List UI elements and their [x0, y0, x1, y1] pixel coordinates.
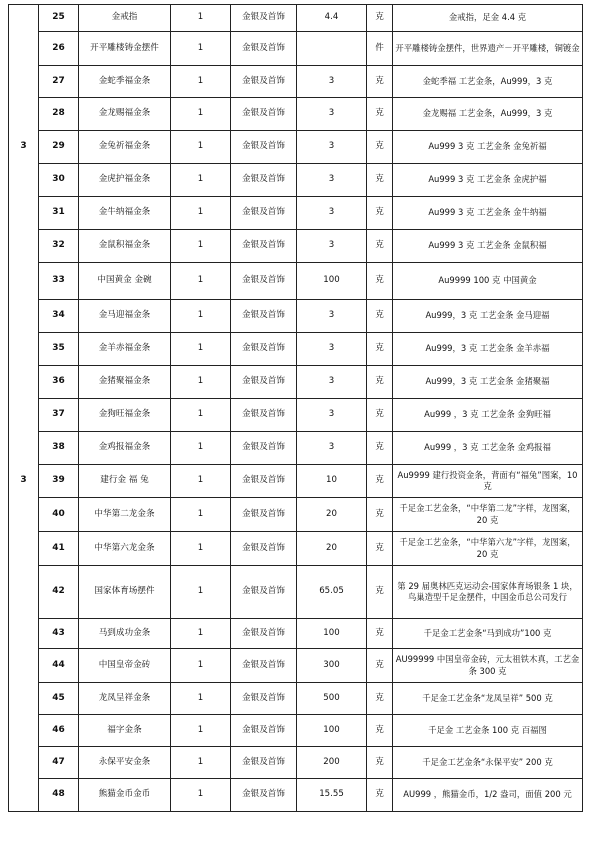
quantity: 1	[171, 32, 231, 66]
weight: 100	[297, 619, 367, 649]
item-name: 金牛纳福金条	[79, 197, 171, 230]
category: 金银及首饰	[231, 465, 297, 498]
item-number: 42	[39, 566, 79, 619]
item-number: 45	[39, 683, 79, 715]
group-cell	[9, 197, 39, 230]
table-row	[9, 32, 583, 66]
quantity: 1	[171, 5, 231, 32]
group-cell	[9, 366, 39, 399]
group-cell	[9, 399, 39, 432]
table-row	[9, 619, 583, 649]
category: 金银及首饰	[231, 32, 297, 66]
table-row	[9, 498, 583, 532]
weight: 3	[297, 333, 367, 366]
category: 金银及首饰	[231, 164, 297, 197]
item-name: 金蛇季福金条	[79, 66, 171, 98]
item-name: 金马迎福金条	[79, 300, 171, 333]
item-name: 金鼠积福金条	[79, 230, 171, 263]
category: 金银及首饰	[231, 747, 297, 779]
table-row	[9, 366, 583, 399]
group-cell	[9, 683, 39, 715]
description: 千足金工艺金条，“中华第六龙”字样，龙图案，20 克	[393, 532, 583, 566]
category: 金银及首饰	[231, 532, 297, 566]
item-number: 25	[39, 5, 79, 32]
table-row	[9, 747, 583, 779]
weight: 20	[297, 498, 367, 532]
weight: 3	[297, 197, 367, 230]
unit: 克	[367, 498, 393, 532]
unit: 克	[367, 399, 393, 432]
item-number: 28	[39, 98, 79, 131]
group-cell	[9, 779, 39, 812]
table-row	[9, 300, 583, 333]
category: 金银及首饰	[231, 197, 297, 230]
item-number: 31	[39, 197, 79, 230]
unit: 克	[367, 263, 393, 300]
unit: 克	[367, 532, 393, 566]
category: 金银及首饰	[231, 779, 297, 812]
quantity: 1	[171, 532, 231, 566]
category: 金银及首饰	[231, 566, 297, 619]
category: 金银及首饰	[231, 263, 297, 300]
weight: 500	[297, 683, 367, 715]
inventory-table	[8, 4, 583, 812]
description: 千足金工艺金条，“中华第二龙”字样，龙图案，20 克	[393, 498, 583, 532]
unit: 克	[367, 366, 393, 399]
item-name: 金羊赤福金条	[79, 333, 171, 366]
item-name: 金兔祈福金条	[79, 131, 171, 164]
item-number: 43	[39, 619, 79, 649]
weight	[297, 32, 367, 66]
item-number: 38	[39, 432, 79, 465]
table-row	[9, 5, 583, 32]
unit: 克	[367, 619, 393, 649]
group-cell	[9, 649, 39, 683]
quantity: 1	[171, 98, 231, 131]
description: 金戒指，足金 4.4 克	[393, 5, 583, 32]
unit: 克	[367, 715, 393, 747]
unit: 克	[367, 197, 393, 230]
group-cell	[9, 619, 39, 649]
item-name: 金龙赐福金条	[79, 98, 171, 131]
table-row	[9, 532, 583, 566]
weight: 3	[297, 131, 367, 164]
quantity: 1	[171, 399, 231, 432]
table-row	[9, 715, 583, 747]
unit: 克	[367, 98, 393, 131]
quantity: 1	[171, 432, 231, 465]
table-row	[9, 683, 583, 715]
group-cell	[9, 263, 39, 300]
weight: 3	[297, 399, 367, 432]
item-name: 金猪聚福金条	[79, 366, 171, 399]
group-cell: 3	[9, 465, 39, 498]
table-row	[9, 333, 583, 366]
weight: 20	[297, 532, 367, 566]
table-row	[9, 164, 583, 197]
quantity: 1	[171, 747, 231, 779]
unit: 克	[367, 131, 393, 164]
quantity: 1	[171, 498, 231, 532]
item-number: 34	[39, 300, 79, 333]
category: 金银及首饰	[231, 5, 297, 32]
item-number: 40	[39, 498, 79, 532]
description: Au999 3 克 工艺金条 金虎护福	[393, 164, 583, 197]
category: 金银及首饰	[231, 230, 297, 263]
description: Au9999 建行投资金条，背面有“福兔”图案，10 克	[393, 465, 583, 498]
item-name: 金狗旺福金条	[79, 399, 171, 432]
category: 金银及首饰	[231, 619, 297, 649]
quantity: 1	[171, 366, 231, 399]
category: 金银及首饰	[231, 432, 297, 465]
item-number: 41	[39, 532, 79, 566]
weight: 10	[297, 465, 367, 498]
description: Au999，3 克 工艺金条 金猪聚福	[393, 366, 583, 399]
description: Au999 ，3 克 工艺金条 金鸡报福	[393, 432, 583, 465]
category: 金银及首饰	[231, 98, 297, 131]
group-cell	[9, 230, 39, 263]
quantity: 1	[171, 465, 231, 498]
unit: 克	[367, 5, 393, 32]
description: Au999，3 克 工艺金条 金马迎福	[393, 300, 583, 333]
weight: 65.05	[297, 566, 367, 619]
group-cell: 3	[9, 131, 39, 164]
item-name: 龙凤呈祥金条	[79, 683, 171, 715]
item-name: 永保平安金条	[79, 747, 171, 779]
item-number: 44	[39, 649, 79, 683]
group-cell	[9, 300, 39, 333]
table-row	[9, 98, 583, 131]
description: 千足金工艺金条“马到成功”100 克	[393, 619, 583, 649]
quantity: 1	[171, 683, 231, 715]
category: 金银及首饰	[231, 649, 297, 683]
quantity: 1	[171, 333, 231, 366]
group-cell	[9, 98, 39, 131]
description: 千足金工艺金条“龙凤呈祥” 500 克	[393, 683, 583, 715]
item-number: 29	[39, 131, 79, 164]
unit: 克	[367, 300, 393, 333]
table-row	[9, 465, 583, 498]
weight: 3	[297, 230, 367, 263]
table-row	[9, 399, 583, 432]
quantity: 1	[171, 300, 231, 333]
item-name: 马到成功金条	[79, 619, 171, 649]
category: 金银及首饰	[231, 300, 297, 333]
group-cell	[9, 432, 39, 465]
group-cell	[9, 532, 39, 566]
unit: 克	[367, 465, 393, 498]
quantity: 1	[171, 779, 231, 812]
unit: 克	[367, 432, 393, 465]
item-name: 熊猫金币金币	[79, 779, 171, 812]
item-number: 26	[39, 32, 79, 66]
unit: 克	[367, 683, 393, 715]
item-number: 33	[39, 263, 79, 300]
description: 第 29 届奥林匹克运动会-国家体育场银条 1 块，鸟巢造型千足金摆件，中国金币总公司发行	[393, 566, 583, 619]
item-name: 建行金 福 兔	[79, 465, 171, 498]
item-number: 47	[39, 747, 79, 779]
group-cell	[9, 333, 39, 366]
description: Au9999 100 克 中国黄金	[393, 263, 583, 300]
description: Au999 3 克 工艺金条 金牛纳福	[393, 197, 583, 230]
quantity: 1	[171, 230, 231, 263]
item-number: 37	[39, 399, 79, 432]
group-cell	[9, 747, 39, 779]
weight: 100	[297, 715, 367, 747]
item-name: 金虎护福金条	[79, 164, 171, 197]
item-name: 金鸡报福金条	[79, 432, 171, 465]
category: 金银及首饰	[231, 333, 297, 366]
group-cell	[9, 5, 39, 32]
unit: 克	[367, 566, 393, 619]
item-name: 中华第二龙金条	[79, 498, 171, 532]
description: 金龙赐福 工艺金条，Au999，3 克	[393, 98, 583, 131]
weight: 200	[297, 747, 367, 779]
description: Au999 ，3 克 工艺金条 金狗旺福	[393, 399, 583, 432]
quantity: 1	[171, 566, 231, 619]
item-number: 30	[39, 164, 79, 197]
table-row	[9, 230, 583, 263]
description: Au999 3 克 工艺金条 金兔祈福	[393, 131, 583, 164]
description: 千足金工艺金条“永保平安” 200 克	[393, 747, 583, 779]
group-cell	[9, 715, 39, 747]
description: Au999，3 克 工艺金条 金羊赤福	[393, 333, 583, 366]
item-number: 27	[39, 66, 79, 98]
table-row	[9, 131, 583, 164]
item-number: 39	[39, 465, 79, 498]
group-cell	[9, 498, 39, 532]
description: AU99999 中国皇帝金砖，元太祖铁木真，工艺金条 300 克	[393, 649, 583, 683]
item-name: 金戒指	[79, 5, 171, 32]
category: 金银及首饰	[231, 715, 297, 747]
item-name: 中国皇帝金砖	[79, 649, 171, 683]
quantity: 1	[171, 649, 231, 683]
group-cell	[9, 164, 39, 197]
unit: 件	[367, 32, 393, 66]
weight: 3	[297, 66, 367, 98]
quantity: 1	[171, 263, 231, 300]
table-body	[9, 5, 583, 812]
category: 金银及首饰	[231, 683, 297, 715]
unit: 克	[367, 333, 393, 366]
weight: 3	[297, 432, 367, 465]
item-number: 35	[39, 333, 79, 366]
item-name: 国家体育场摆件	[79, 566, 171, 619]
unit: 克	[367, 779, 393, 812]
weight: 15.55	[297, 779, 367, 812]
unit: 克	[367, 747, 393, 779]
table-row	[9, 649, 583, 683]
group-cell	[9, 66, 39, 98]
unit: 克	[367, 649, 393, 683]
item-name: 中华第六龙金条	[79, 532, 171, 566]
quantity: 1	[171, 619, 231, 649]
group-cell	[9, 32, 39, 66]
description: 金蛇季福 工艺金条，Au999，3 克	[393, 66, 583, 98]
table-row	[9, 566, 583, 619]
weight: 4.4	[297, 5, 367, 32]
quantity: 1	[171, 164, 231, 197]
weight: 300	[297, 649, 367, 683]
category: 金银及首饰	[231, 66, 297, 98]
weight: 100	[297, 263, 367, 300]
quantity: 1	[171, 715, 231, 747]
table-row	[9, 263, 583, 300]
item-number: 48	[39, 779, 79, 812]
group-cell	[9, 566, 39, 619]
unit: 克	[367, 66, 393, 98]
table-row	[9, 197, 583, 230]
quantity: 1	[171, 131, 231, 164]
category: 金银及首饰	[231, 131, 297, 164]
table-row	[9, 432, 583, 465]
weight: 3	[297, 300, 367, 333]
weight: 3	[297, 366, 367, 399]
item-number: 36	[39, 366, 79, 399]
item-name: 福字金条	[79, 715, 171, 747]
description: AU999 ，熊猫金币，1/2 盎司，面值 200 元	[393, 779, 583, 812]
item-number: 46	[39, 715, 79, 747]
category: 金银及首饰	[231, 399, 297, 432]
weight: 3	[297, 98, 367, 131]
quantity: 1	[171, 66, 231, 98]
table-row	[9, 66, 583, 98]
item-name: 中国黄金 金碗	[79, 263, 171, 300]
weight: 3	[297, 164, 367, 197]
description: Au999 3 克 工艺金条 金鼠积福	[393, 230, 583, 263]
category: 金银及首饰	[231, 498, 297, 532]
unit: 克	[367, 164, 393, 197]
description: 开平雕楼铸金摆件，世界遗产－开平雕楼，铜镀金	[393, 32, 583, 66]
item-number: 32	[39, 230, 79, 263]
category: 金银及首饰	[231, 366, 297, 399]
table-row	[9, 779, 583, 812]
item-name: 开平雕楼铸金摆件	[79, 32, 171, 66]
quantity: 1	[171, 197, 231, 230]
unit: 克	[367, 230, 393, 263]
description: 千足金 工艺金条 100 克 百福图	[393, 715, 583, 747]
